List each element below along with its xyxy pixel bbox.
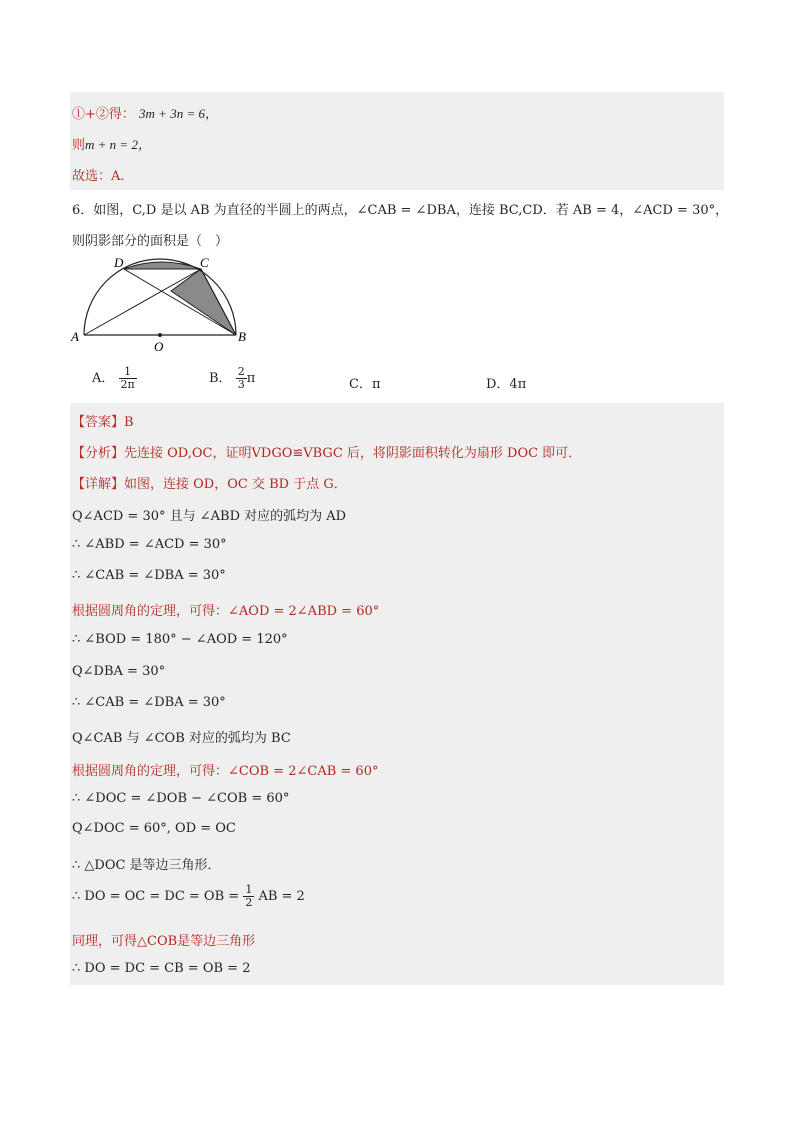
equation: 3m + 3n = 6， (139, 106, 218, 121)
step-13: ∴ DO = OC = DC = OB = $\frac{1}{2}$ AB = 2 (72, 883, 305, 909)
step-3: ∴ ∠CAB = ∠DBA = 30° (72, 568, 226, 583)
option-c[interactable]: C．π (349, 377, 381, 392)
step-6: Q∠DBA = 30° (72, 664, 166, 679)
step-11: Q∠DOC = 60°, OD = OC (72, 821, 236, 836)
label-a: A (71, 329, 79, 344)
solution-line-1 (72, 103, 218, 122)
label-c: C (200, 255, 209, 270)
fraction: $\frac{2}{3}$ (237, 365, 245, 391)
step-8: Q∠CAB 与 ∠COB 对应的弧均为 BC (72, 731, 291, 746)
step-9: 根据圆周角的定理，可得：∠COB = 2∠CAB = 60° (72, 764, 379, 779)
step-12: ∴ △DOC 是等边三角形． (72, 858, 221, 873)
fraction: $\frac{1}{2\pi}$ (120, 365, 135, 391)
solution-line-3: 故选：A. (72, 169, 125, 184)
center-point (158, 333, 162, 337)
option-d[interactable]: D．4π (486, 377, 527, 392)
fraction: $\frac{1}{2}$ (245, 883, 253, 909)
analysis-line: 【分析】先连接 OD,OC，证明VDGO≌VBGC 后，将阴影面积转化为扇形 DOC 即可． (72, 446, 582, 461)
circled-label: ①+②得： (72, 107, 135, 122)
semicircle-figure (66, 252, 266, 358)
step-14: 同理，可得△COB是等边三角形 (72, 934, 256, 949)
step-1: Q∠ACD = 30° 且与 ∠ABD 对应的弧均为 AD (72, 509, 347, 524)
chord-ac (84, 269, 201, 335)
solution-line-2: 则m + n = 2， (72, 137, 151, 153)
option-a[interactable]: A． $\frac{1}{2\pi}$ (92, 365, 135, 391)
label-d: D (114, 255, 124, 270)
option-b[interactable]: B． $\frac{2}{3}$ π (209, 365, 256, 391)
label-o: O (154, 339, 164, 354)
answer-line: 【答案】B (72, 415, 134, 430)
step-7: ∴ ∠CAB = ∠DBA = 30° (72, 695, 226, 710)
step-4: 根据圆周角的定理，可得：∠AOD = 2∠ABD = 60° (72, 604, 380, 619)
step-10: ∴ ∠DOC = ∠DOB − ∠COB = 60° (72, 791, 290, 806)
question-text-1: 6．如图，C,D 是以 AB 为直径的半圆上的两点，∠CAB = ∠DBA，连接 BC,CD．若 AB = 4，∠ACD = 30°， (72, 203, 729, 218)
step-15: ∴ DO = DC = CB = OB = 2 (72, 961, 251, 976)
step-2: ∴ ∠ABD = ∠ACD = 30° (72, 537, 227, 552)
step-5: ∴ ∠BOD = 180° − ∠AOD = 120° (72, 632, 288, 647)
detail-line: 【详解】如图，连接 OD，OC 交 BD 于点 G． (72, 477, 347, 492)
label-b: B (238, 329, 246, 344)
question-text-2: 则阴影部分的面积是（ ） (72, 234, 229, 249)
chord-bd (124, 269, 236, 335)
